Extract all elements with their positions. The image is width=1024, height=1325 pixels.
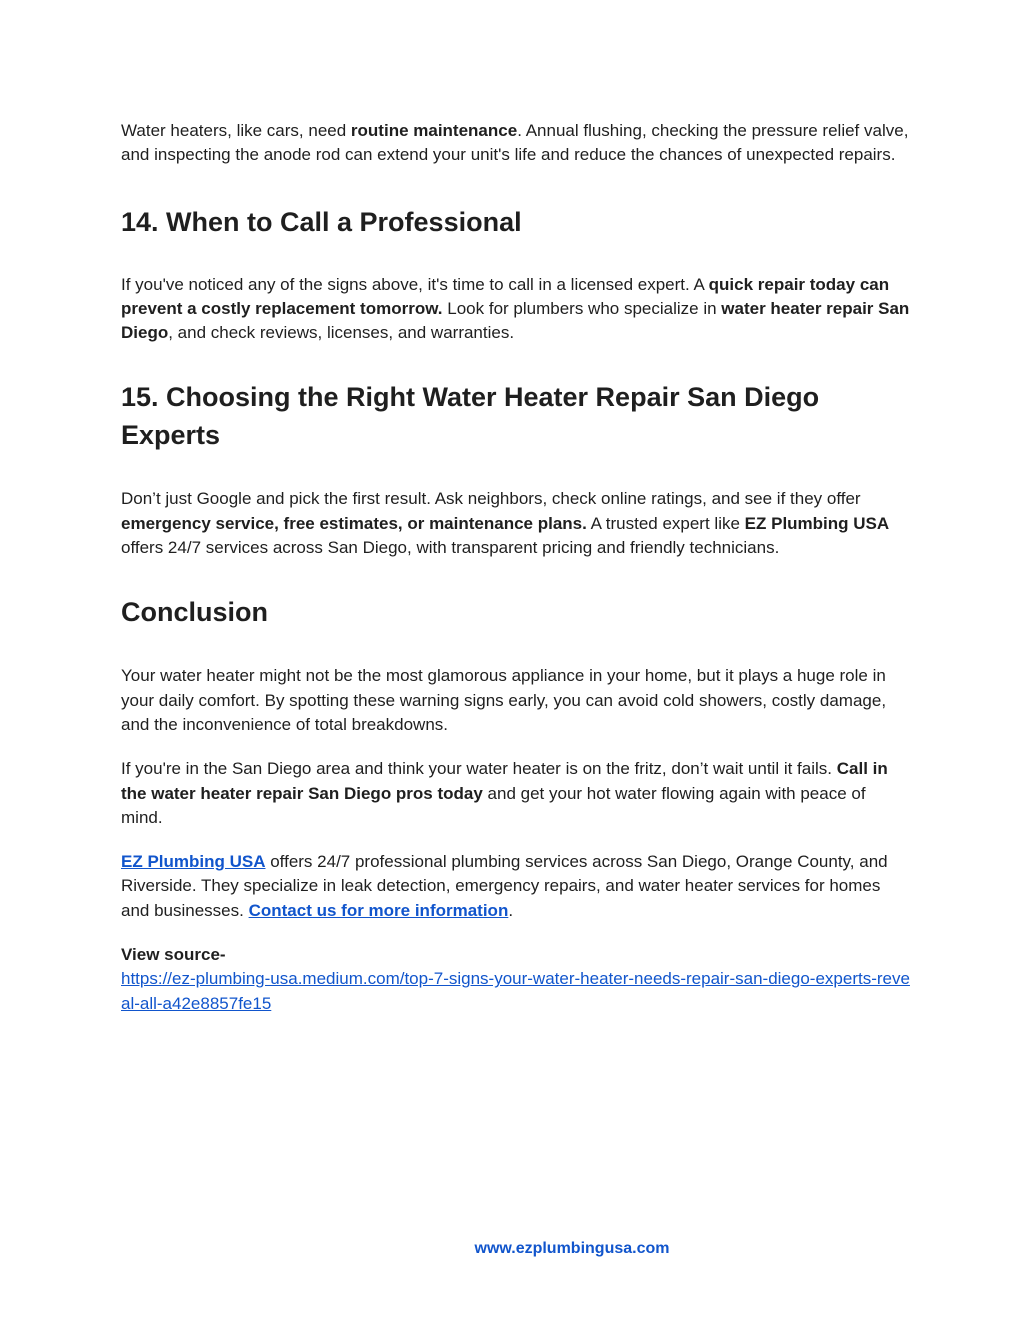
conclusion-paragraph-2 (121, 757, 911, 830)
source-block (121, 943, 911, 1016)
section-14-heading: 14. When to Call a Professional (121, 206, 522, 237)
conclusion-heading: Conclusion (121, 597, 268, 628)
c2-text-2: and get your hot water flowing again with peace of mind. (121, 783, 866, 827)
ez-plumbing-link[interactable]: EZ Plumbing USA (121, 852, 266, 872)
intro-paragraph (121, 119, 911, 168)
s15-text-1: Don’t just Google and pick the first result. Ask neighbors, check online ratings, and see if they offer (121, 489, 861, 509)
c3-text-2: . (508, 900, 514, 920)
s15-text-3: offers 24/7 services across San Diego, with transparent pricing and friendly technicians. (121, 538, 780, 558)
s14-text-1: If you've noticed any of the signs above, it's time to call in a licensed expert. A (121, 274, 709, 294)
section-15-heading: 15. Choosing the Right Water Heater Repair San Diego Experts (121, 382, 820, 451)
s14-bold-1: quick repair today can prevent a costly replacement tomorrow. (121, 274, 890, 318)
s15-text-2: A trusted expert like (586, 513, 745, 533)
document-page (121, 119, 911, 1016)
s14-text-2: Look for plumbers who specialize in (442, 298, 722, 318)
s14-bold-2: water heater repair San Diego (121, 298, 910, 343)
c3-text-1: offers 24/7 professional plumbing services across San Diego, Orange County, and Riverside. They specialize in leak detection, emergency repairs, and water heater services for homes and businesses. (121, 852, 888, 920)
section-15-paragraph (121, 487, 911, 560)
intro-text-1: Water heaters, like cars, need (121, 121, 351, 140)
contact-us-link[interactable]: Contact us for more information (248, 900, 509, 920)
c2-text-1: If you're in the San Diego area and think your water heater is on the fritz, don’t wait until it fails. (121, 759, 837, 779)
conclusion-paragraph-3 (121, 850, 911, 923)
s14-text-3: , and check reviews, licenses, and warranties. (168, 323, 515, 343)
s15-bold-1: emergency service, free estimates, or maintenance plans. (121, 513, 587, 533)
conclusion-paragraph-1: Your water heater might not be the most glamorous appliance in your home, but it plays a huge role in your daily comfort. By spotting these warning signs early, you can avoid cold showers, costly damage, and the inconvenience of total breakdowns. (121, 666, 887, 734)
s15-bold-2: EZ Plumbing USA (744, 513, 890, 533)
footer-website[interactable]: www.ezplumbingusa.com (474, 1240, 670, 1257)
section-14-paragraph (121, 273, 911, 346)
intro-bold-1: routine maintenance (350, 121, 518, 140)
view-source-label: View source- (121, 945, 226, 965)
source-url-link[interactable]: https://ez-plumbing-usa.medium.com/top-7-signs-your-water-heater-needs-repair-san-diego-experts-reveal-all-a42e8857fe15 (121, 969, 910, 1013)
c2-bold-1: Call in the water heater repair San Diego pros today (121, 759, 888, 803)
intro-text-2: . Annual flushing, checking the pressure relief valve, and inspecting the anode rod can extend your unit's life and reduce the chances of unexpected repairs. (121, 121, 909, 165)
